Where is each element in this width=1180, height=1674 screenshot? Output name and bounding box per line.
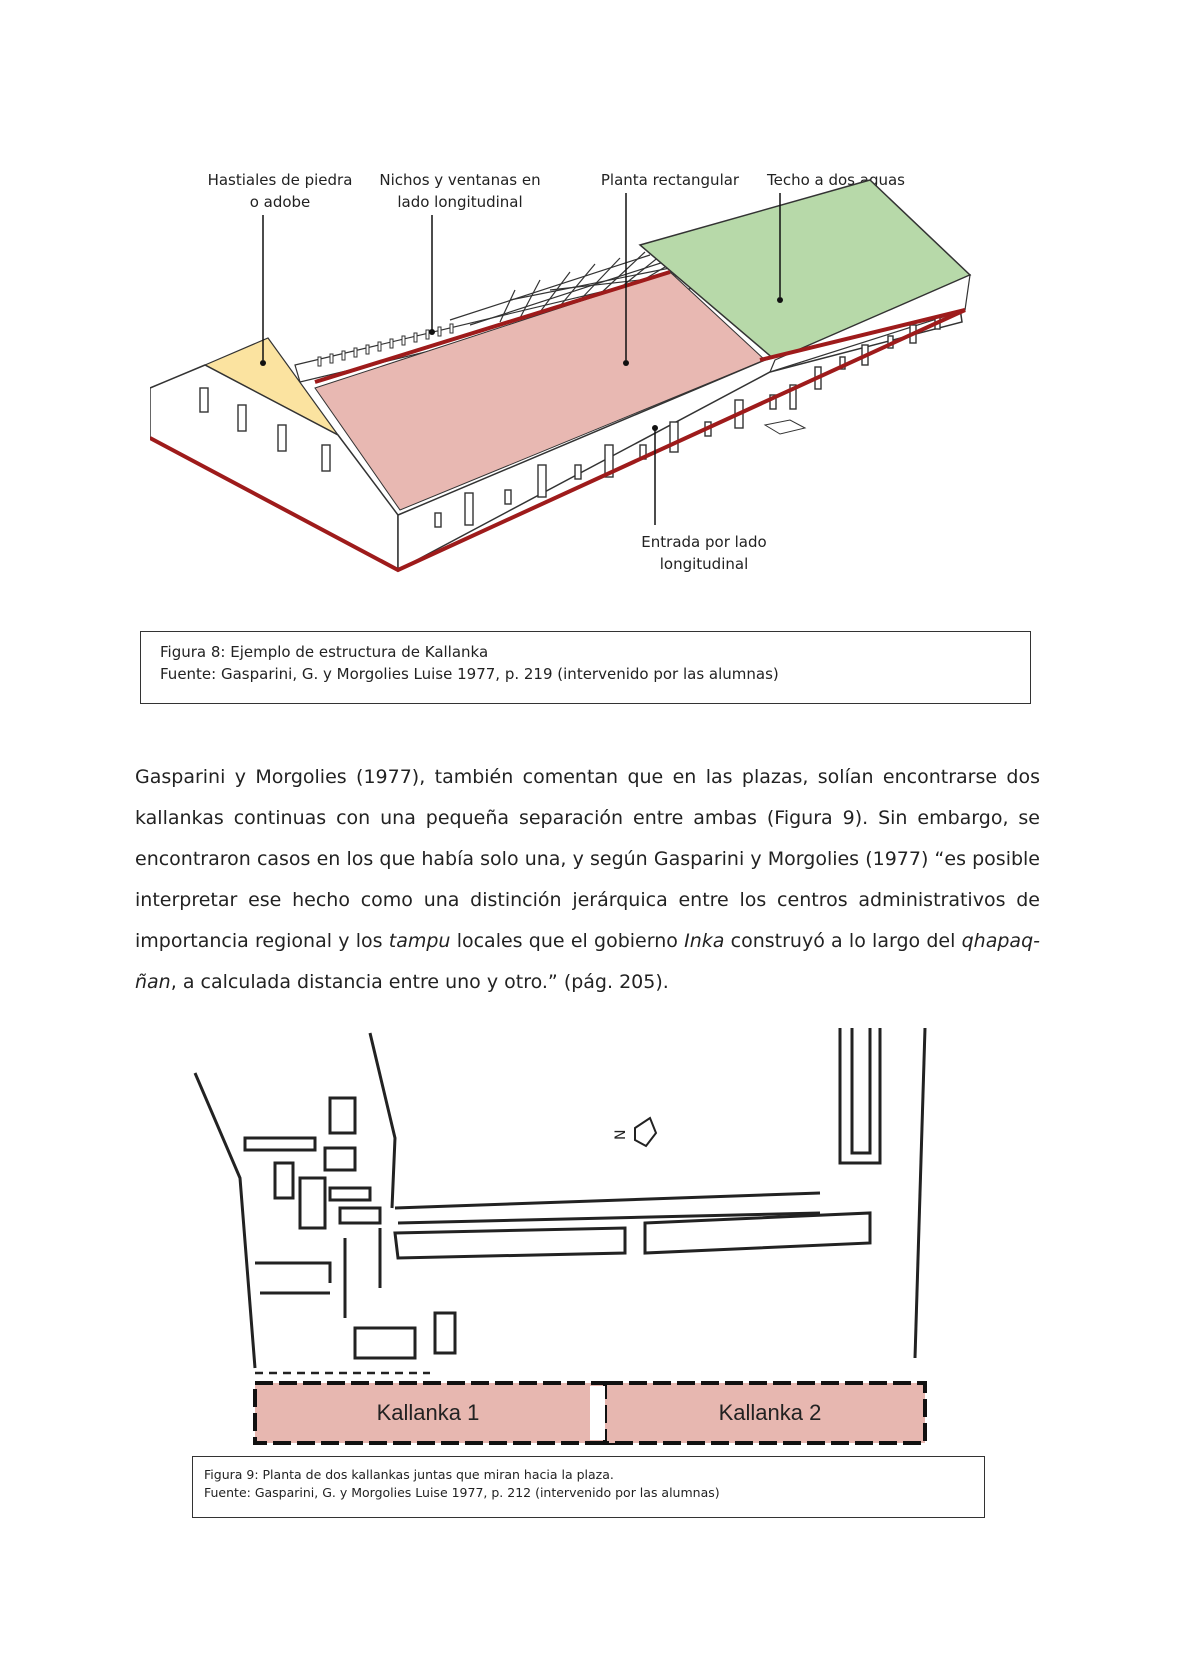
figure-9-caption: [192, 1456, 985, 1518]
body-paragraph: [135, 757, 1040, 1003]
north-letter: N: [613, 1129, 629, 1140]
kallanka-2-label: Kallanka 2: [718, 1400, 822, 1425]
label-nichos-1: Nichos y ventanas en: [379, 171, 541, 189]
kallanka-gap: [590, 1386, 605, 1440]
north-arrow-icon: [613, 1118, 656, 1146]
caption-source: Fuente: Gasparini, G. y Morgolies Luise 1977, p. 219 (intervenido por las alumnas): [160, 665, 779, 683]
paragraph-text: construyó a lo largo del: [724, 930, 962, 952]
kallanka-1-label: Kallanka 1: [376, 1400, 480, 1425]
italic-term: Inka: [684, 930, 725, 952]
kallanka-plan-figure: [180, 1028, 1000, 1448]
label-entrada-2: longitudinal: [659, 555, 749, 573]
paragraph-text: Gasparini y Morgolies (1977), también comentan que en las plazas, solían encontrarse dos kallankas continuas con una pequeña separación entre ambas (Figura 9). Sin embargo, se encontraron casos en los que había solo una, y según Gasparini y Morgolies (1977) “es posible interpretar ese hecho como una distinción jerárquica entre los centros administrativos de importancia regional y los: [135, 766, 1040, 952]
label-hastiales-2: o adobe: [249, 193, 311, 211]
label-planta: Planta rectangular: [600, 171, 740, 189]
kallanka-isometric-figure: [150, 160, 1050, 620]
label-nichos-2: lado longitudinal: [397, 193, 523, 211]
italic-term: qhapaq-ñan: [135, 930, 1040, 993]
italic-term: tampu: [388, 930, 451, 952]
figure-8-caption: [140, 631, 1031, 704]
paragraph-text: , a calculada distancia entre uno y otro.” (pág. 205).: [170, 971, 669, 993]
label-hastiales-1: Hastiales de piedra: [207, 171, 353, 189]
plan-walls: [195, 1028, 925, 1368]
caption-source: Fuente: Gasparini, G. y Morgolies Luise 1977, p. 212 (intervenido por las alumnas): [204, 1485, 720, 1500]
label-techo: Techo a dos aguas: [766, 171, 906, 189]
caption-title: Figura 8: Ejemplo de estructura de Kallanka: [160, 643, 489, 661]
paragraph-text: locales que el gobierno: [450, 930, 685, 952]
label-entrada-1: Entrada por lado: [641, 533, 767, 551]
caption-title: Figura 9: Planta de dos kallankas juntas que miran hacia la plaza.: [204, 1467, 614, 1482]
entrance-steps: [765, 420, 805, 434]
